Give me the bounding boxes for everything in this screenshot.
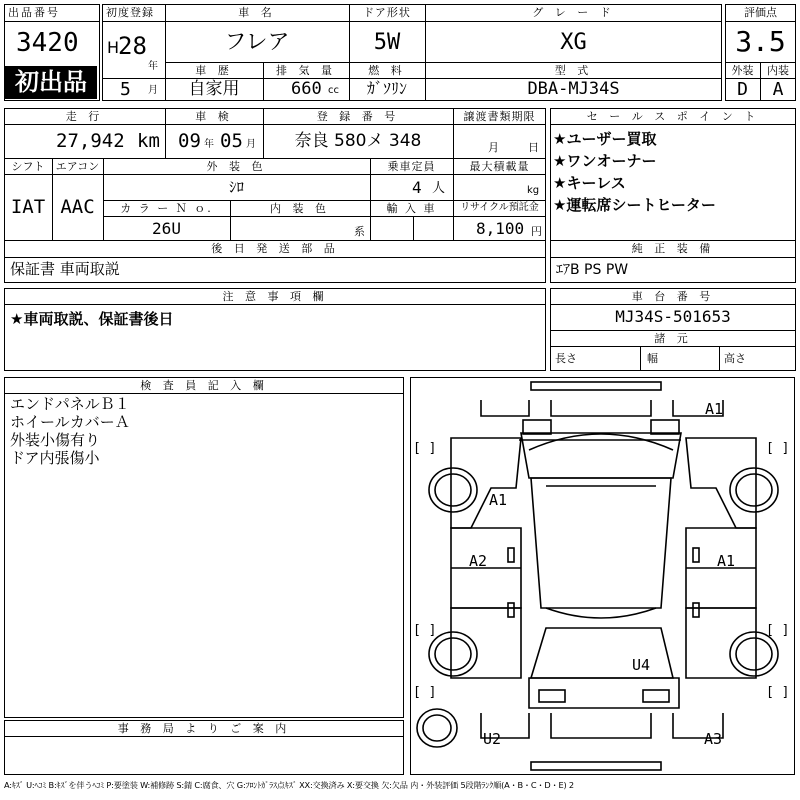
damage-diagram: [410, 377, 795, 775]
recycle-fee: 8,100: [476, 219, 525, 238]
mileage-label: 走 行: [65, 110, 104, 123]
displacement-unit: cc: [328, 85, 339, 96]
score-label: 評価点: [744, 6, 777, 19]
inspection-year: 09: [178, 130, 201, 152]
history: 自家用: [188, 79, 240, 99]
sales-point-item: ★キーレス: [553, 174, 626, 192]
inspection-year-unit: 年: [204, 139, 214, 150]
bracket-mark: [ ]: [413, 685, 437, 700]
exterior-grade: D: [737, 79, 748, 100]
damage-mark-left-door: A2: [469, 552, 488, 570]
height-label: 高さ: [724, 352, 746, 365]
bracket-mark: [ ]: [766, 623, 790, 638]
car-name-label: 車 名: [238, 6, 276, 19]
chassis-number: MJ34S-501653: [615, 307, 731, 326]
exterior-color: ｼﾛ: [228, 178, 244, 196]
year-unit: 年: [148, 61, 158, 72]
month-unit: 月: [148, 85, 158, 96]
sales-point-item: ★ワンオーナー: [553, 152, 657, 170]
car-name: フレア: [224, 30, 290, 55]
damage-mark-rear-left: U2: [483, 730, 502, 748]
first-listing-badge: 初出品: [5, 66, 97, 99]
dims-label: 諸 元: [654, 332, 692, 345]
door-label: ドア形状: [363, 6, 411, 19]
later-parts-value: 保証書 車両取説: [10, 260, 120, 278]
length-label: 長さ: [555, 352, 577, 365]
sales-point-item: ★ユーザー買取: [553, 130, 657, 148]
capacity: 4: [412, 178, 422, 197]
model: DBA-MJ34S: [527, 79, 620, 99]
era: H: [107, 38, 120, 57]
bracket-mark: [ ]: [413, 441, 437, 456]
inspection-month-unit: 月: [246, 139, 256, 150]
capacity-label: 乗車定員: [387, 160, 436, 173]
color-no-label: カ ラ ー Ｎ ｏ.: [120, 202, 213, 215]
exterior-label: 外装: [731, 64, 754, 77]
lot-label: 出品番号: [8, 6, 60, 19]
sales-point-item: ★運転席シートヒーター: [553, 196, 716, 214]
interior-grade: A: [772, 79, 784, 100]
model-label: 型 式: [554, 64, 593, 77]
inspection-month: 05: [220, 130, 243, 152]
damage-mark-rear-right: A3: [704, 730, 723, 748]
later-parts-label: 後 日 発 送 部 品: [211, 242, 339, 255]
notes-label: 注 意 事 項 欄: [222, 290, 328, 303]
load-unit: kg: [527, 185, 540, 196]
grade: XG: [560, 30, 587, 55]
reg-month: 5: [120, 79, 131, 100]
grade-label: グ レ ー ド: [532, 6, 615, 19]
shift-label: シフト: [11, 160, 45, 173]
displacement: 660: [291, 79, 322, 99]
plate-number: 奈良 580メ 348: [294, 131, 422, 151]
notes-value: ★車両取説、保証書後日: [10, 310, 174, 328]
transfer-month-unit: 月: [488, 141, 499, 154]
damage-mark-hood: A1: [489, 491, 508, 509]
door-type: 5W: [373, 30, 401, 55]
interior-color-unit: 系: [354, 225, 365, 238]
history-label: 車 歴: [195, 64, 233, 77]
inspector-line: 外装小傷有り: [10, 431, 101, 449]
first-reg-label: 初度登録: [106, 6, 154, 19]
transfer-day-unit: 日: [528, 141, 539, 154]
inspector-line: ホイールカバーＡ: [10, 413, 130, 431]
chassis-label: 車 台 番 号: [631, 290, 715, 303]
capacity-unit: 人: [432, 181, 446, 196]
office-label: 事 務 局 よ り ご 案 内: [117, 722, 291, 735]
transfer-label: 譲渡書類期限: [463, 110, 536, 123]
color-label: 外 装 色: [206, 160, 267, 173]
inspection-label: 車 検: [195, 110, 233, 123]
ac-label: エアコン: [55, 160, 100, 173]
legend: A:ｷｽﾞ U:ﾍｺﾐ B:ｷｽﾞを伴うﾍｺﾐ P:要塗装 W:補修跡 S:錆 C:腐食、穴 G:ﾌﾛﾝﾄｶﾞﾗｽ点ｷｽﾞ XX:交換済み X:要交換 欠:欠品 内・外装評価 5段階ﾗﾝｸ順(A・B・C・D・E) 2: [4, 780, 574, 790]
interior-color-label: 内 装 色: [270, 202, 330, 215]
inspector-line: ドア内張傷小: [10, 449, 100, 467]
plate-label: 登 録 番 号: [316, 110, 400, 123]
color-no: 26U: [152, 219, 181, 238]
bracket-mark: [ ]: [766, 685, 790, 700]
fuel: ｶﾞｿﾘﾝ: [366, 79, 407, 98]
inspector-line: エンドパネルＢ１: [10, 395, 130, 413]
interior-label: 内装: [767, 64, 789, 77]
mileage: 27,942: [56, 130, 125, 152]
bracket-mark: [ ]: [413, 623, 437, 638]
fuel-label: 燃 料: [368, 64, 406, 77]
shift: IAT: [10, 196, 46, 218]
sales-points-label: セ ー ル ス ポ イ ン ト: [586, 110, 760, 123]
lot-number: 3420: [16, 28, 79, 58]
damage-mark-roof: U4: [632, 656, 651, 674]
recycle-unit: 円: [531, 225, 542, 238]
equipment-value: ｴｱB PS PW: [556, 262, 629, 278]
ac: AAC: [60, 196, 95, 218]
inspector-label: 検 査 員 記 入 欄: [140, 379, 268, 392]
import-label: 輸 入 車: [386, 202, 437, 215]
car-outline: [411, 378, 796, 776]
bracket-mark: [ ]: [766, 441, 790, 456]
displacement-label: 排 気 量: [276, 64, 336, 77]
recycle-label: リサイクル預託金: [460, 202, 539, 213]
score: 3.5: [735, 25, 786, 58]
mileage-unit: km: [137, 130, 160, 152]
width-label: 幅: [647, 352, 658, 365]
load-label: 最大積載量: [469, 160, 530, 173]
equipment-label: 純 正 装 備: [631, 242, 715, 255]
damage-mark-right-door: A1: [717, 552, 736, 570]
reg-year: 28: [118, 32, 147, 60]
damage-mark-front: A1: [705, 400, 724, 418]
